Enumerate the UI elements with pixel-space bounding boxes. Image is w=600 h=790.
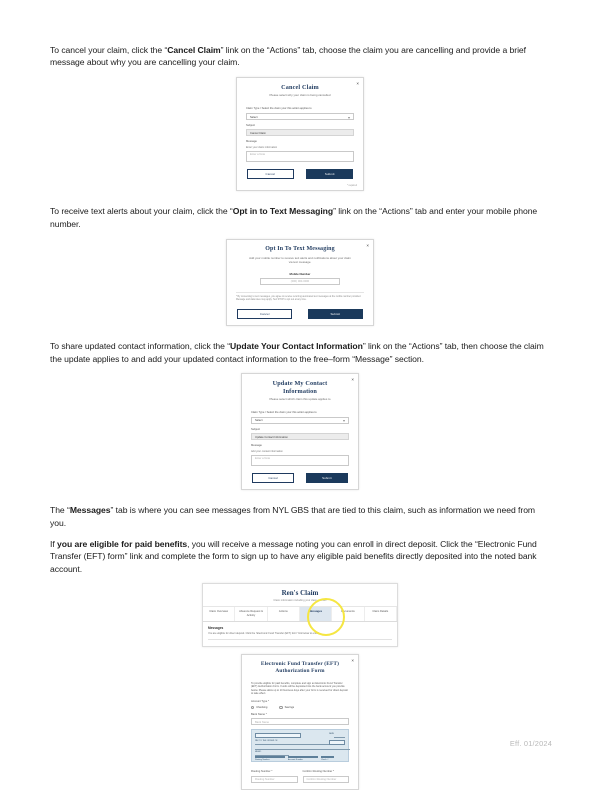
messages-section-heading: Messages [208,626,224,631]
dialog-title-line2: Authorization Form [275,667,325,674]
dialog-body [227,268,373,326]
screenshot-cancel-claim-wrapper [50,77,550,191]
document-content [50,44,550,790]
radio-option-savings[interactable] [279,706,294,709]
paragraph-text: ” tab is where you can see messages from NYL GBS that are tied to this claim, such as information we need from you. [50,505,536,528]
close-icon[interactable]: × [356,80,359,86]
emphasis-paid-benefits: you are eligible for paid benefits [57,538,188,549]
dialog-body [242,405,358,489]
subject-field: Update Contact Information [251,433,349,440]
cancel-button[interactable]: Cancel [252,473,294,483]
routing-fields-row [251,766,349,783]
claim-type-select[interactable]: Select [246,113,354,120]
paragraph-update-contact [50,340,550,365]
dialog-title: Update My Contact Information [272,380,328,395]
dialog-subtitle: Add your mobile number to receive text alerts and notifications about your claim via text message. [249,255,351,264]
mobile-number-label: Mobile Number [289,271,311,276]
emphasis-cancel-claim: Cancel Claim [167,45,221,55]
dialog-button-row [251,473,349,483]
section-divider [208,639,392,640]
claim-type-select[interactable]: Select [251,417,349,424]
check-amount-box [329,740,345,745]
mobile-number-group [260,272,339,285]
dialog-title: Opt In To Text Messaging [265,246,335,252]
dialog-subtitle: Please select which claim this update applies to [269,397,331,402]
message-hint: Add your contact information [251,449,283,453]
dialog-body [237,101,363,185]
paragraph-text: ” link on the “Actions” tab, then choose the claim the update applies to and add your updated contact information to the free–form “Message” section. [50,341,544,364]
submit-button[interactable]: Submit [308,309,363,319]
sample-check-image [251,729,349,762]
tab-messages[interactable]: Messages [300,607,332,622]
tab-claim-details[interactable]: Claim Details [365,607,397,622]
screenshot-eft-wrapper [50,654,550,790]
emphasis-update-contact: Update Your Contact Information [230,341,363,352]
page-title: Ren's Claim [281,589,319,598]
paragraph-paid-benefits [50,538,550,575]
subject-field: Cancel Claim [246,129,354,136]
tab-documents[interactable]: Documents [332,607,364,622]
check-date-line [334,737,345,738]
dialog-header [227,240,373,268]
confirm-routing-number-label: Confirm Routing Number * [303,770,350,774]
paragraph-opt-in-text [50,205,550,230]
screenshot-update-contact-dialog [241,373,359,490]
confirm-routing-number-group [303,766,350,783]
subject-label: Subject [246,123,255,127]
claim-page-body [203,622,397,645]
dialog-button-row [246,169,354,179]
legal-disclaimer: * By consenting to text messages, you agree to receive recurring automated text messages at the mobile number provided. Message and data rates may apply. Text STOP to opt out at any time. [236,292,364,302]
screenshot-cancel-claim-dialog [236,77,364,191]
confirm-routing-number-input[interactable]: Confirm Routing Number [303,776,350,783]
routing-number-group [251,766,298,783]
page-subtitle: Claim information including your claim number [273,598,327,602]
radio-icon [251,706,254,709]
dialog-button-row [236,309,364,319]
screenshot-contact-wrapper [50,373,550,490]
screenshot-optin-wrapper [50,239,550,326]
paragraph-text: To share updated contact information, click the “ [50,341,231,352]
dialog-body [242,682,358,789]
paragraph-text: To cancel your claim, click the “ [50,45,168,55]
routing-number-input[interactable]: Routing Number [251,776,298,783]
check-pay-label: PAY TO THE ORDER OF [255,740,278,743]
emphasis-messages: Messages [69,505,111,516]
eft-intro-text: To provide eligible for paid benefits, complete and sign an Electronic Fund Transfer (EFT) Authorization Form. Funds will be deposited into the bank account you provide below. Please allow up to 10 business days after your form is received for direct deposit to take effect. [251,681,348,696]
tab-absence-request-activity[interactable]: Absence Request & Activity [235,607,267,622]
bank-name-input[interactable]: Bank Name [251,718,349,725]
dialog-subtitle: Please select why your claim is being cancelled [269,93,331,98]
paragraph-messages-tab [50,504,550,529]
check-number-caption: Check # [321,758,329,761]
dialog-title: Cancel Claim [281,83,319,91]
claim-tab-bar [203,607,397,623]
routing-number-label: Routing Number * [251,770,298,774]
page-footer: Eff. 01/2024 [509,739,552,748]
screenshot-eft-form-dialog [241,654,359,790]
check-payer-box [255,733,301,738]
close-icon[interactable]: × [351,657,354,663]
check-written-amount-line [255,749,350,750]
screenshot-claim-page [202,583,398,646]
close-icon[interactable]: × [351,377,354,383]
check-date-label: DATE [328,733,334,736]
radio-label: Checking [256,705,268,709]
submit-button[interactable]: Submit [306,473,348,483]
screenshot-optin-dialog [226,239,374,326]
check-account-caption: Account Number [288,758,303,761]
message-textarea[interactable]: Enter a Note [246,151,354,162]
paragraph-text: To receive text alerts about your claim, click the “ [50,206,233,217]
screenshot-claim-page-wrapper [50,583,550,646]
check-pay-line [255,744,333,745]
dialog-header [242,655,358,679]
dialog-header [242,374,358,405]
message-textarea[interactable]: Enter a Note [251,455,349,466]
message-label: Message [251,444,262,448]
submit-button[interactable]: Submit [306,169,353,179]
account-type-label: Account Type * [251,700,349,704]
account-type-radio-group [251,706,349,709]
message-hint: Enter your claim information [246,145,278,149]
cancel-button[interactable]: Cancel [247,169,294,179]
emphasis-opt-in: Opt in to Text Messaging [232,206,334,217]
required-footnote: * required [347,185,357,188]
tab-actions[interactable]: Actions [268,607,300,622]
radio-icon [279,706,282,709]
close-icon[interactable]: × [366,243,369,248]
tab-claim-overview[interactable]: Claim Overview [203,607,235,622]
radio-option-checking[interactable] [251,706,267,709]
paragraph-text: ” link on the “Actions” tab and enter your mobile phone number. [50,206,538,229]
messages-section-text: You are eligible for direct deposit. Click the “Electronic Fund Transfer (EFT) form” link below to enroll. [208,631,320,635]
paragraph-text: The “ [50,505,70,516]
radio-label: Savings [284,705,295,709]
cancel-button[interactable]: Cancel [237,309,292,319]
dialog-header [237,78,363,102]
claim-type-label: Claim Type / Select the claim your this action applies to [251,411,317,415]
check-routing-caption: Routing Number [255,758,270,761]
paragraph-text: If [50,538,58,549]
claim-type-label: Claim Type / Select the claim your this action applies to [246,107,312,111]
paragraph-text: , you will receive a message noting you can enroll in direct deposit. Click the “Electronic Fund Transfer (EFT) form” link and complete the form to sign up to have any eligible paid benefits directly deposited into the noted bank account. [50,538,537,574]
subject-label: Subject [251,427,260,431]
paragraph-text: ” link on the “Actions” tab, choose the claim you are cancelling and provide a brief message about why you are cancelling your claim. [50,45,527,68]
message-label: Message [246,140,257,144]
bank-name-label: Bank Name * [251,713,349,717]
mobile-number-input[interactable]: (000) 000-0000 [260,278,339,285]
check-memo-label: MEMO [255,750,262,753]
paragraph-cancel-claim [50,44,550,69]
dialog-title-line1: Electronic Fund Transfer (EFT) [260,660,340,667]
claim-page-header [203,584,397,607]
